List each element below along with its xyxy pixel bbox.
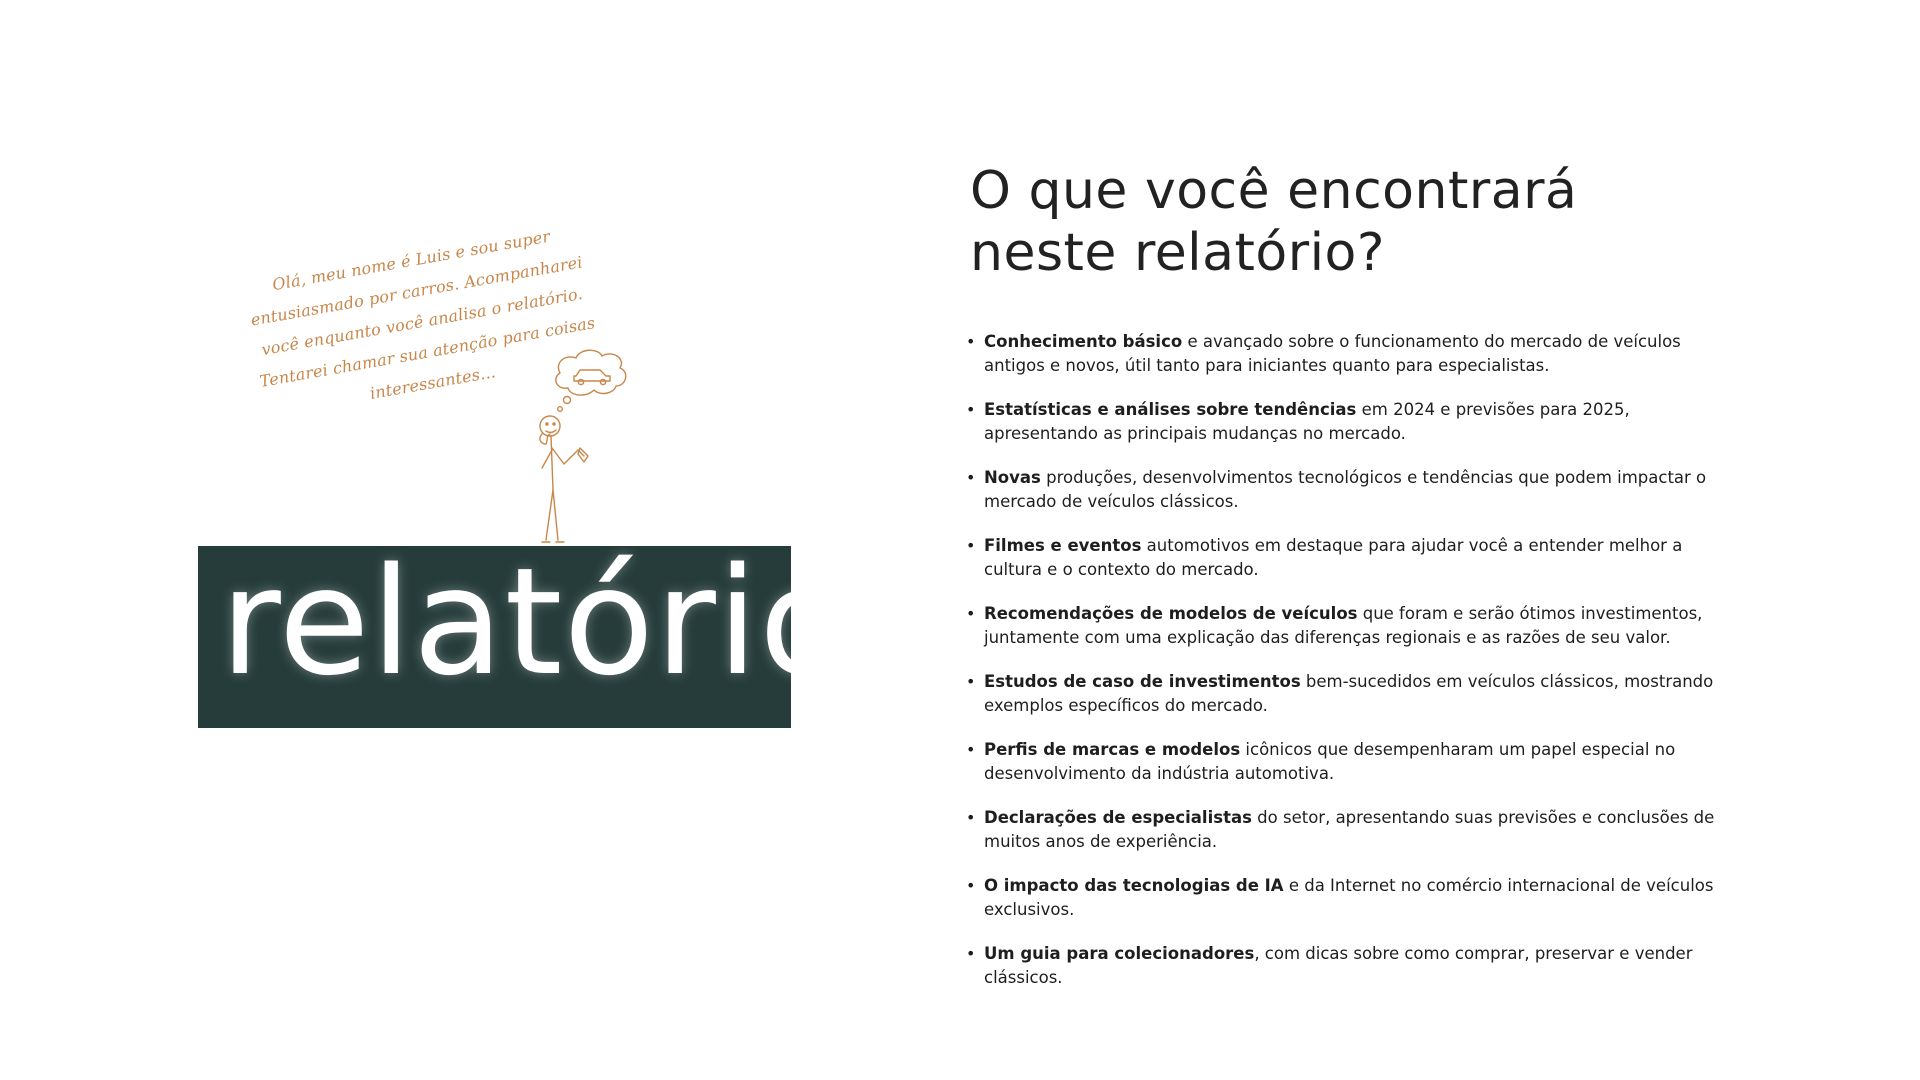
item-text: icônicos que desempenharam um papel especial no desenvolvimento da indústria automotiva. — [984, 740, 1676, 783]
list-item — [964, 466, 1724, 513]
item-text: e avançado sobre o funcionamento do mercado de veículos antigos e novos, útil tanto para iniciantes quanto para especialistas. — [984, 332, 1681, 375]
item-bold: Conhecimento básico — [984, 332, 1183, 351]
list-item — [964, 806, 1724, 853]
heading-line-1: O que você encontrará — [970, 161, 1578, 221]
bullet-icon: • — [966, 400, 976, 419]
item-bold: Filmes e eventos — [984, 536, 1142, 555]
list-item — [964, 874, 1724, 921]
bullet-icon: • — [966, 944, 976, 963]
item-bold: Um guia para colecionadores — [984, 944, 1255, 963]
item-text: automotivos em destaque para ajudar você a entender melhor a cultura e o contexto do mercado. — [984, 536, 1683, 579]
speech-text: Olá, meu nome é Luis e sou super entusiasmado por carros. Acompanharei você enquanto você analisa o relatório. Tentarei chamar sua atenção para coisas interessantes... — [249, 226, 597, 403]
item-text: do setor, apresentando suas previsões e conclusões de muitos anos de experiência. — [984, 808, 1715, 851]
bullet-icon: • — [966, 672, 976, 691]
title-block — [198, 536, 851, 728]
content-list — [964, 330, 1724, 1010]
bullet-icon: • — [966, 740, 976, 759]
item-text: em 2024 e previsões para 2025, apresentando as principais mudanças no mercado. — [984, 400, 1630, 443]
item-bold: Recomendações de modelos de veículos — [984, 604, 1358, 623]
list-item — [964, 602, 1724, 649]
item-bold: Declarações de especialistas — [984, 808, 1252, 827]
list-item — [964, 942, 1724, 989]
list-item — [964, 330, 1724, 377]
item-text: que foram e serão ótimos investimentos, juntamente com uma explicação das diferenças regionais e as razões de seu valor. — [984, 604, 1703, 647]
item-bold: Estudos de caso de investimentos — [984, 672, 1301, 691]
bullet-icon: • — [966, 536, 976, 555]
item-text: , com dicas sobre como comprar, preservar e vender clássicos. — [984, 944, 1693, 987]
title-word: relatório — [220, 536, 851, 708]
list-item — [964, 670, 1724, 717]
list-item — [964, 738, 1724, 785]
stick-figure-icon — [520, 340, 650, 550]
heading-line-2: neste relatório? — [970, 223, 1385, 283]
bullet-icon: • — [966, 808, 976, 827]
item-bold: O impacto das tecnologias de IA — [984, 876, 1284, 895]
item-text: bem-sucedidos em veículos clássicos, mostrando exemplos específicos do mercado. — [984, 672, 1714, 715]
item-bold: Estatísticas e análises sobre tendências — [984, 400, 1357, 419]
bullet-icon: • — [966, 604, 976, 623]
list-item — [964, 398, 1724, 445]
bullet-icon: • — [966, 876, 976, 895]
bullet-icon: • — [966, 468, 976, 487]
bullet-icon: • — [966, 332, 976, 351]
list-item — [964, 534, 1724, 581]
car-thought-bubble-icon — [556, 350, 626, 411]
item-text: produções, desenvolvimentos tecnológicos e tendências que podem impactar o mercado de veículos clássicos. — [984, 468, 1707, 511]
page-heading — [970, 160, 1730, 284]
item-bold: Novas — [984, 468, 1041, 487]
item-bold: Perfis de marcas e modelos — [984, 740, 1241, 759]
item-text: e da Internet no comércio internacional de veículos exclusivos. — [984, 876, 1714, 919]
